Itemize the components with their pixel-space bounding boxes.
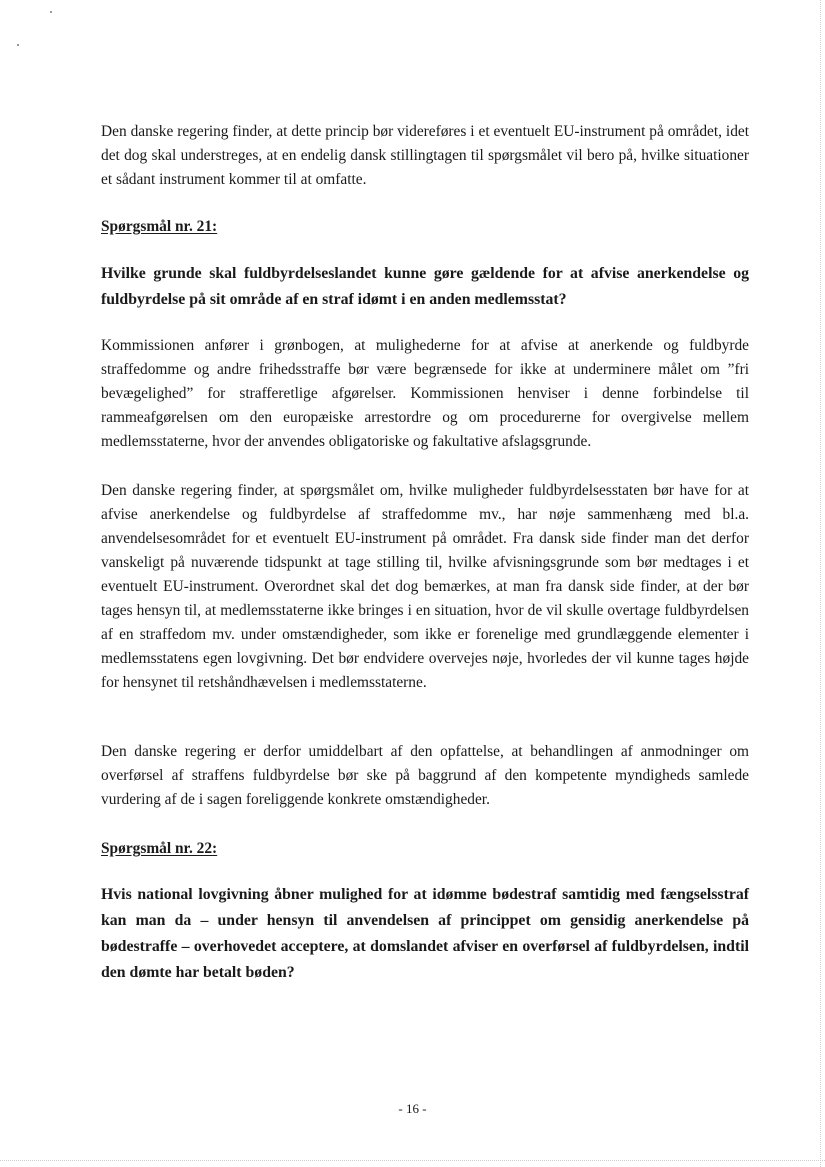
scan-speck [50, 11, 52, 13]
question-21-text: Hvilke grunde skal fuldbyrdelseslandet kunne gøre gældende for at afvise anerkendelse og fuldbyrdelse på sit område af en straf idømt i en anden medlemsstat? [101, 265, 749, 308]
paragraph-conclusion: Den danske regering er derfor umiddelbart af den opfattelse, at behandlingen af anmodninger om overførsel af straffens fuldbyrdelse bør ske på baggrund af den kompetente myndigheds samlede vurdering af de i sagen foreliggende konkrete omstændigheder. [101, 743, 749, 808]
paragraph-intro: Den danske regering finder, at dette princip bør videreføres i et eventuelt EU-instrument på området, idet det dog skal understreges, at en endelig dansk stillingtagen til spørgsmålet vil bero på, hvilke situationer et sådant instrument kommer til at omfatte. [101, 123, 749, 188]
scan-speck [17, 44, 19, 46]
heading-question-21: Spørgsmål nr. 21: [101, 218, 218, 235]
paragraph-commission: Kommissionen anfører i grønbogen, at mulighederne for at afvise at anerkende og fuldbyrde straffedomme og andre frihedsstraffe bør være begrænsede for ikke at underminere målet om ”fri bevægelighed” for strafferetlige afgørelser. Kommissionen henviser i denne forbindelse til rammeafgørelsen om den europæiske arrestordre og om procedurerne for overgivelse mellem medlemsstaterne, hvor der anvendes obligatoriske og fakultative afslagsgrunde. [101, 337, 749, 450]
scan-edge-bottom [0, 1160, 825, 1161]
question-22-text: Hvis national lovgivning åbner mulighed for at idømme bødestraf samtidig med fængselsstraf kan man da – under hensyn til anvendelsen af princippet om gensidig anerkendelse på bødestraffe – overhovedet acceptere, at domslandet afviser en overførsel af fuldbyrdelsen, indtil den dømte har betalt bøden? [101, 886, 749, 981]
heading-question-22: Spørgsmål nr. 22: [101, 840, 218, 857]
page-number: - 16 - [398, 1101, 427, 1116]
scan-edge-right [820, 0, 821, 1167]
paragraph-danish-position: Den danske regering finder, at spørgsmålet om, hvilke muligheder fuldbyrdelsesstaten bør have for at afvise anerkendelse og fuldbyrdelse af straffedomme mv., har nøje sammenhæng med bl.a. anvendelsesområdet for et eventuelt EU-instrument på området. Fra dansk side finder man det derfor vanskeligt på nuværende tidspunkt at tage stilling til, hvilke afvisningsgrunde som bør medtages i et eventuelt EU-instrument. Overordnet skal det dog bemærkes, at man fra dansk side finder, at der bør tages hensyn til, at medlemsstaterne ikke bringes i en situation, hvor de vil skulle overtage fuldbyrdelsen af en straffedom mv. under omstændigheder, som ikke er forenelige med grundlæggende elementer i medlemsstatens egen lovgivning. Det bør endvidere overvejes nøje, hvorledes der vil kunne tages højde for hensynet til retshåndhævelsen i medlemsstaterne. [101, 482, 749, 691]
